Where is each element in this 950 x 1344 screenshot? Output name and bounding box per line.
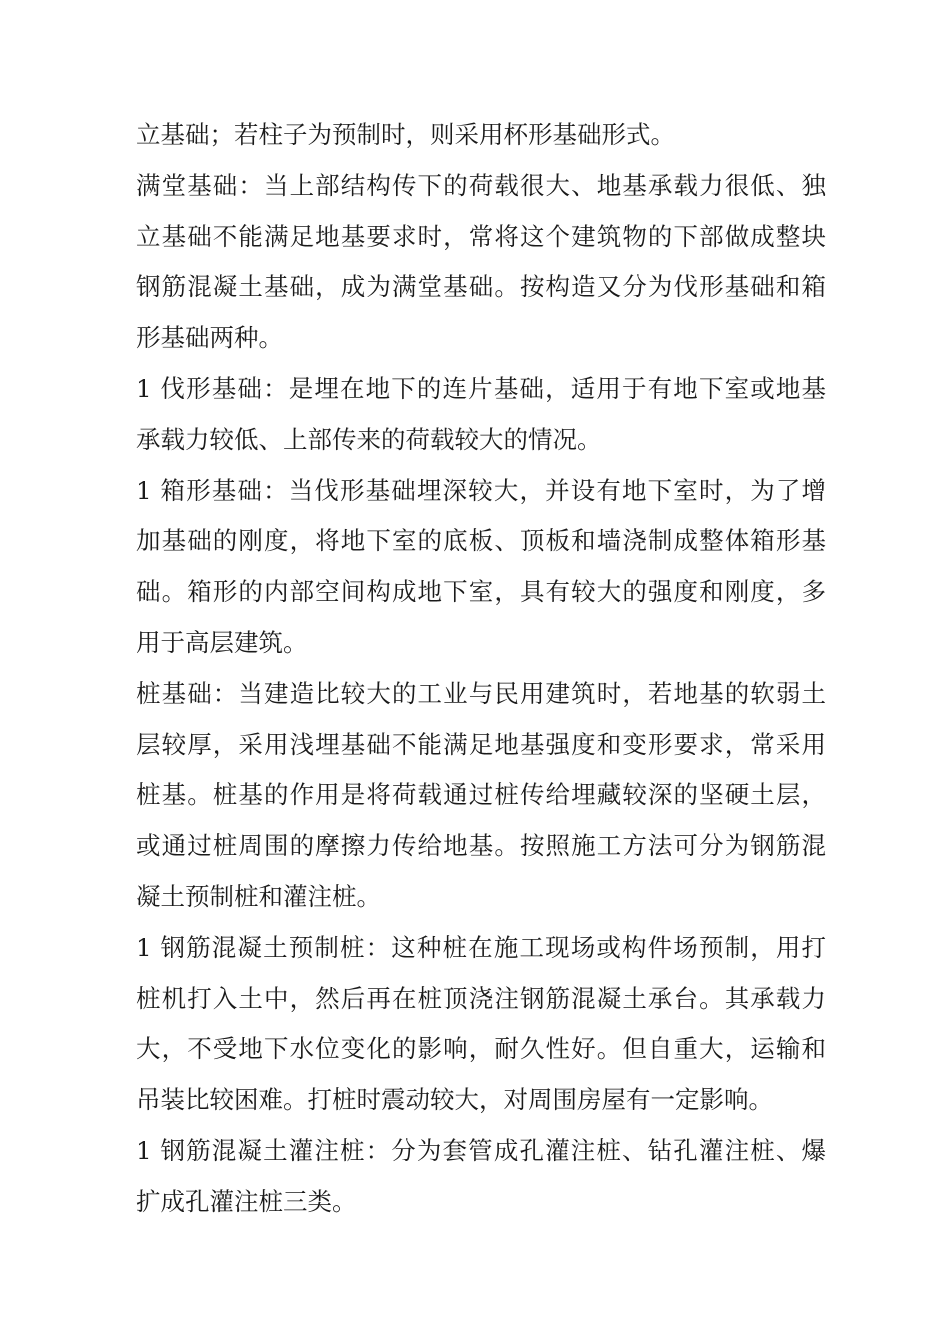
text-line-1: 立基础；若柱子为预制时，则采用杯形基础形式。	[136, 120, 675, 149]
text-line-19: 大，不受地下水位变化的影响，耐久性好。但自重大，运输和	[136, 1034, 826, 1064]
text-line-9: 加基础的刚度，将地下室的底板、顶板和墙浇制成整体箱形基	[136, 526, 826, 556]
text-line-3: 立基础不能满足地基要求时，常将这个建筑物的下部做成整块	[136, 221, 826, 251]
text-line-17: 1 钢筋混凝土预制桩：这种桩在施工现场或构件场预制，用打	[136, 932, 826, 962]
text-line-15: 或通过桩周围的摩擦力传给地基。按照施工方法可分为钢筋混	[136, 831, 826, 861]
text-line-14: 桩基。桩基的作用是将荷载通过桩传给埋藏较深的坚硬土层，	[136, 780, 826, 810]
text-line-22: 扩成孔灌注桩三类。	[136, 1186, 357, 1216]
text-line-12: 桩基础：当建造比较大的工业与民用建筑时，若地基的软弱土	[136, 678, 826, 708]
text-line-11: 用于高层建筑。	[136, 627, 308, 657]
text-line-10: 础。箱形的内部空间构成地下室，具有较大的强度和刚度，多	[136, 577, 826, 607]
text-line-2: 满堂基础：当上部结构传下的荷载很大、地基承载力很低、独	[136, 170, 826, 200]
body-text	[136, 110, 826, 1228]
text-line-6: 1 伐形基础：是埋在地下的连片基础，适用于有地下室或地基	[136, 373, 826, 403]
text-line-4: 钢筋混凝土基础，成为满堂基础。按构造又分为伐形基础和箱	[136, 272, 826, 302]
text-line-16: 凝土预制桩和灌注桩。	[136, 881, 381, 911]
text-line-18: 桩机打入土中，然后再在桩顶浇注钢筋混凝土承台。其承载力	[136, 983, 826, 1013]
text-line-8: 1 箱形基础：当伐形基础埋深较大，并设有地下室时，为了增	[136, 475, 826, 505]
text-line-13: 层较厚，采用浅埋基础不能满足地基强度和变形要求，常采用	[136, 729, 826, 759]
text-line-7: 承载力较低、上部传来的荷载较大的情况。	[136, 424, 602, 454]
text-line-21: 1 钢筋混凝土灌注桩：分为套管成孔灌注桩、钻孔灌注桩、爆	[136, 1135, 826, 1165]
text-line-5: 形基础两种。	[136, 323, 283, 353]
text-line-20: 吊装比较困难。打桩时震动较大，对周围房屋有一定影响。	[136, 1085, 773, 1115]
